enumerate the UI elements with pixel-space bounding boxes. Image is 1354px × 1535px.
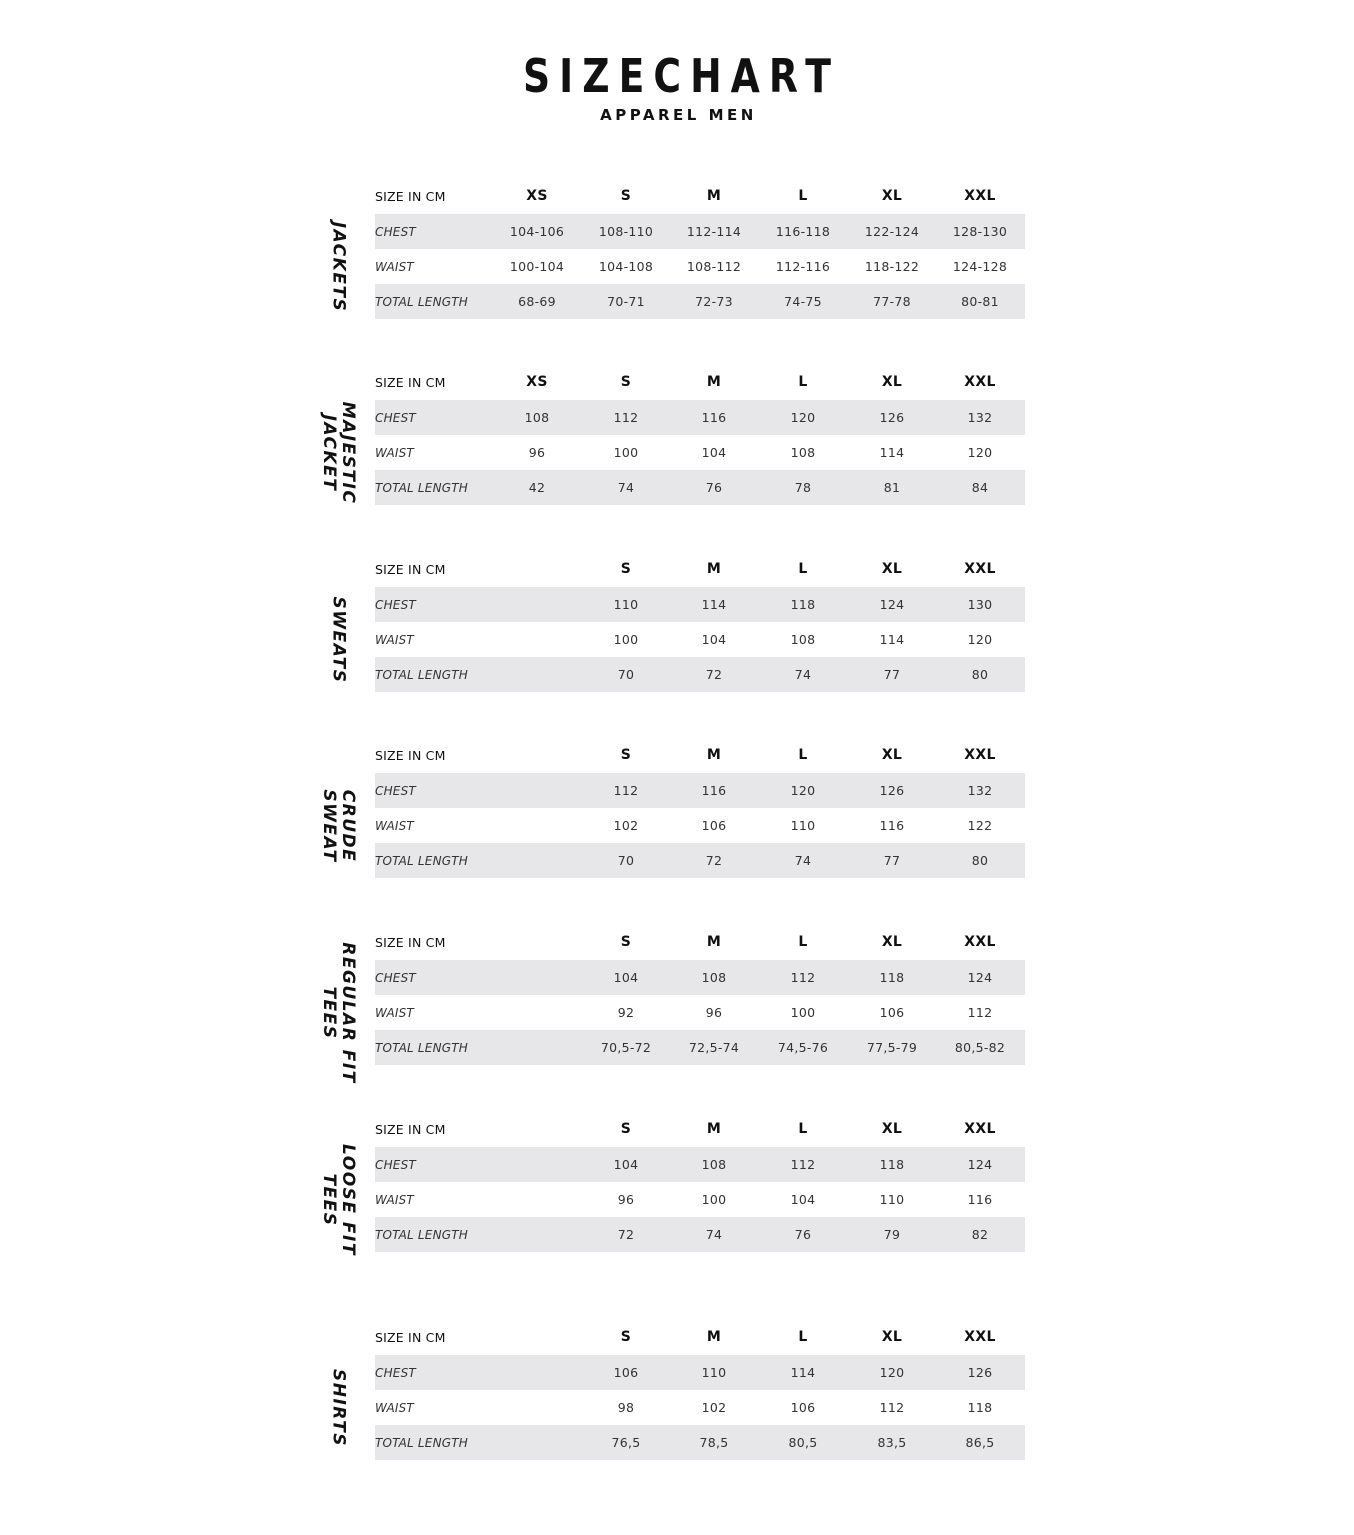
table-row (375, 1182, 1025, 1217)
size-header-cell: M (706, 747, 722, 763)
table-cell: 74 (794, 853, 812, 868)
size-header-cell: M (706, 934, 722, 950)
size-header-cell: M (706, 1121, 722, 1137)
table-cell: 104-106 (509, 224, 565, 239)
table-cell: 126 (967, 1365, 993, 1380)
row-label: CHEST (375, 224, 416, 239)
size-header-cell: XS (526, 188, 548, 204)
row-label: SIZE IN CM (375, 561, 446, 577)
table-cell: 100 (790, 1005, 816, 1020)
table-row (375, 960, 1025, 995)
table-cell: 72,5-74 (688, 1040, 740, 1055)
table-row (375, 470, 1025, 505)
table-cell: 114 (790, 1365, 816, 1380)
size-header-cell: XL (881, 1329, 903, 1345)
table-cell: 120 (967, 445, 993, 460)
table-cell: 124 (967, 970, 993, 985)
size-header-cell: M (706, 561, 722, 577)
table-cell: 122 (967, 818, 993, 833)
row-label: CHEST (375, 970, 416, 985)
table-cell: 120 (790, 410, 816, 425)
table-cell: 106 (879, 1005, 905, 1020)
table-cell: 114 (701, 597, 727, 612)
size-header-cell: S (620, 747, 632, 763)
table-row (375, 587, 1025, 622)
size-table (375, 364, 1025, 505)
table-cell: 83,5 (877, 1435, 907, 1450)
table-row (375, 400, 1025, 435)
table-cell: 104 (701, 445, 727, 460)
table-cell: 116-118 (775, 224, 831, 239)
size-section (300, 924, 1025, 1084)
size-table (375, 178, 1025, 319)
section-label-box (308, 1355, 368, 1461)
size-header-cell: L (798, 1329, 808, 1345)
table-row (375, 622, 1025, 657)
table-cell: 118 (879, 970, 905, 985)
table-cell: 112 (790, 970, 816, 985)
row-label: SIZE IN CM (375, 1121, 446, 1137)
row-label: WAIST (375, 632, 414, 647)
table-cell: 70 (617, 853, 635, 868)
table-cell: 84 (971, 480, 989, 495)
table-row (375, 808, 1025, 843)
size-header-cell: XXL (964, 1329, 996, 1345)
row-label: SIZE IN CM (375, 747, 446, 763)
row-label: TOTAL LENGTH (375, 1435, 469, 1450)
table-cell: 120 (967, 632, 993, 647)
table-cell: 126 (879, 410, 905, 425)
table-cell: 80 (971, 667, 989, 682)
size-header-cell: L (798, 188, 808, 204)
row-label: CHEST (375, 1157, 416, 1172)
table-row (375, 1390, 1025, 1425)
table-cell: 72 (617, 1227, 635, 1242)
table-cell: 124 (879, 597, 905, 612)
table-cell: 74 (794, 667, 812, 682)
table-cell: 124-128 (952, 259, 1008, 274)
size-header-cell: XL (881, 747, 903, 763)
table-cell: 82 (971, 1227, 989, 1242)
table-cell: 77,5-79 (866, 1040, 918, 1055)
table-cell: 108 (790, 445, 816, 460)
row-label: TOTAL LENGTH (375, 480, 469, 495)
table-cell: 122-124 (864, 224, 920, 239)
table-cell: 102 (613, 818, 639, 833)
size-header-cell: XXL (964, 747, 996, 763)
row-label: TOTAL LENGTH (375, 294, 469, 309)
section-name: LOOSE FIT TEES (319, 1144, 358, 1256)
row-label: SIZE IN CM (375, 374, 446, 390)
table-cell: 96 (617, 1192, 635, 1207)
table-cell: 102 (701, 1400, 727, 1415)
row-label: CHEST (375, 410, 416, 425)
table-cell: 106 (790, 1400, 816, 1415)
table-header-row (375, 924, 1025, 960)
size-table (375, 924, 1025, 1065)
table-cell: 110 (790, 818, 816, 833)
table-row (375, 249, 1025, 284)
row-label: TOTAL LENGTH (375, 1227, 469, 1242)
size-section (300, 178, 1025, 324)
size-header-cell: L (798, 374, 808, 390)
table-header-row (375, 737, 1025, 773)
table-cell: 104-108 (598, 259, 654, 274)
table-cell: 81 (883, 480, 901, 495)
table-cell: 126 (879, 783, 905, 798)
section-name: REGULAR FIT TEES (319, 942, 358, 1084)
table-cell: 72 (705, 667, 723, 682)
row-label: SIZE IN CM (375, 1329, 446, 1345)
row-label: WAIST (375, 1400, 414, 1415)
table-cell: 68-69 (518, 294, 556, 309)
table-cell: 92 (617, 1005, 635, 1020)
row-label: SIZE IN CM (375, 934, 446, 950)
size-header-cell: M (706, 374, 722, 390)
table-cell: 42 (528, 480, 546, 495)
section-name: JACKETS (328, 221, 349, 313)
row-label: TOTAL LENGTH (375, 667, 469, 682)
table-cell: 86,5 (965, 1435, 995, 1450)
size-section (300, 1319, 1025, 1465)
size-header-cell: S (620, 1121, 632, 1137)
table-cell: 108-112 (686, 259, 742, 274)
table-cell: 80,5-82 (954, 1040, 1006, 1055)
size-section (300, 364, 1025, 510)
size-header-cell: XXL (964, 374, 996, 390)
table-cell: 112 (790, 1157, 816, 1172)
table-cell: 70,5-72 (600, 1040, 652, 1055)
table-row (375, 843, 1025, 878)
table-cell: 110 (701, 1365, 727, 1380)
size-header-cell: XXL (964, 1121, 996, 1137)
size-header-cell: S (620, 1329, 632, 1345)
size-header-cell: M (706, 1329, 722, 1345)
section-label-box (308, 942, 368, 1084)
table-cell: 118 (967, 1400, 993, 1415)
table-row (375, 284, 1025, 319)
table-cell: 110 (613, 597, 639, 612)
size-header-cell: L (798, 747, 808, 763)
table-cell: 96 (705, 1005, 723, 1020)
table-cell: 112 (613, 783, 639, 798)
table-cell: 114 (879, 445, 905, 460)
table-cell: 100 (701, 1192, 727, 1207)
table-cell: 132 (967, 410, 993, 425)
section-label-box (308, 400, 368, 506)
table-cell: 72 (705, 853, 723, 868)
table-cell: 118 (879, 1157, 905, 1172)
table-header-row (375, 364, 1025, 400)
table-cell: 130 (967, 597, 993, 612)
row-label: SIZE IN CM (375, 188, 446, 204)
size-header-cell: XS (526, 374, 548, 390)
size-table (375, 551, 1025, 692)
size-header-cell: XXL (964, 188, 996, 204)
table-cell: 104 (701, 632, 727, 647)
section-label-box (308, 773, 368, 879)
table-header-row (375, 178, 1025, 214)
table-row (375, 1355, 1025, 1390)
size-header-cell: XL (881, 934, 903, 950)
section-label-box (308, 1144, 368, 1256)
table-cell: 118 (790, 597, 816, 612)
section-name: SHIRTS (328, 1369, 349, 1447)
size-section (300, 551, 1025, 697)
table-cell: 78 (794, 480, 812, 495)
row-label: CHEST (375, 1365, 416, 1380)
table-row (375, 773, 1025, 808)
size-header-cell: S (620, 934, 632, 950)
table-header-row (375, 1319, 1025, 1355)
size-header-cell: XXL (964, 934, 996, 950)
size-header-cell: S (620, 561, 632, 577)
row-label: WAIST (375, 259, 414, 274)
size-header-cell: S (620, 374, 632, 390)
row-label: WAIST (375, 1005, 414, 1020)
table-cell: 106 (701, 818, 727, 833)
table-cell: 112 (967, 1005, 993, 1020)
section-name: CRUDE SWEAT (319, 789, 358, 863)
table-row (375, 995, 1025, 1030)
table-cell: 70 (617, 667, 635, 682)
table-cell: 96 (528, 445, 546, 460)
table-cell: 128-130 (952, 224, 1008, 239)
row-label: WAIST (375, 818, 414, 833)
size-header-cell: XL (881, 561, 903, 577)
table-cell: 104 (613, 970, 639, 985)
table-cell: 110 (879, 1192, 905, 1207)
size-table (375, 1319, 1025, 1460)
size-header-cell: L (798, 934, 808, 950)
table-cell: 80 (971, 853, 989, 868)
table-cell: 80,5 (788, 1435, 818, 1450)
table-cell: 77-78 (873, 294, 911, 309)
table-cell: 112 (613, 410, 639, 425)
size-header-cell: XL (881, 374, 903, 390)
table-cell: 108 (790, 632, 816, 647)
table-cell: 116 (701, 410, 727, 425)
table-header-row (375, 1111, 1025, 1147)
row-label: TOTAL LENGTH (375, 1040, 469, 1055)
table-cell: 100 (613, 632, 639, 647)
table-cell: 108 (524, 410, 550, 425)
table-cell: 74 (617, 480, 635, 495)
table-cell: 104 (790, 1192, 816, 1207)
table-cell: 76,5 (611, 1435, 641, 1450)
table-cell: 124 (967, 1157, 993, 1172)
table-cell: 78,5 (699, 1435, 729, 1450)
row-label: TOTAL LENGTH (375, 853, 469, 868)
size-table (375, 737, 1025, 878)
table-cell: 120 (879, 1365, 905, 1380)
table-cell: 80-81 (961, 294, 999, 309)
table-cell: 112-116 (775, 259, 831, 274)
table-row (375, 214, 1025, 249)
table-cell: 100 (613, 445, 639, 460)
row-label: WAIST (375, 1192, 414, 1207)
size-section (300, 1111, 1025, 1257)
table-row (375, 657, 1025, 692)
table-cell: 74-75 (784, 294, 822, 309)
table-cell: 116 (967, 1192, 993, 1207)
table-cell: 106 (613, 1365, 639, 1380)
table-cell: 108 (701, 970, 727, 985)
row-label: CHEST (375, 783, 416, 798)
table-cell: 70-71 (607, 294, 645, 309)
size-header-cell: XL (881, 188, 903, 204)
section-label-box (308, 214, 368, 320)
page-title: SIZECHART (522, 49, 841, 103)
table-row (375, 1425, 1025, 1460)
table-cell: 74 (705, 1227, 723, 1242)
table-cell: 104 (613, 1157, 639, 1172)
table-row (375, 1030, 1025, 1065)
table-cell: 79 (883, 1227, 901, 1242)
size-header-cell: L (798, 561, 808, 577)
table-row (375, 435, 1025, 470)
table-row (375, 1147, 1025, 1182)
table-row (375, 1217, 1025, 1252)
row-label: CHEST (375, 597, 416, 612)
table-cell: 112 (879, 1400, 905, 1415)
size-table (375, 1111, 1025, 1252)
table-cell: 112-114 (686, 224, 742, 239)
table-cell: 108 (701, 1157, 727, 1172)
table-cell: 76 (705, 480, 723, 495)
table-cell: 77 (883, 853, 901, 868)
table-cell: 132 (967, 783, 993, 798)
table-cell: 116 (879, 818, 905, 833)
section-name: SWEATS (328, 596, 349, 684)
table-cell: 120 (790, 783, 816, 798)
size-header-cell: XXL (964, 561, 996, 577)
page-subtitle: APPAREL MEN (600, 106, 757, 124)
section-label-box (308, 587, 368, 693)
table-header-row (375, 551, 1025, 587)
size-header-cell: S (620, 188, 632, 204)
table-cell: 74,5-76 (777, 1040, 829, 1055)
row-label: WAIST (375, 445, 414, 460)
table-cell: 118-122 (864, 259, 920, 274)
section-name: MAJESTIC JACKET (319, 401, 358, 505)
table-cell: 100-104 (509, 259, 565, 274)
table-cell: 116 (701, 783, 727, 798)
size-header-cell: M (706, 188, 722, 204)
table-cell: 98 (617, 1400, 635, 1415)
size-header-cell: L (798, 1121, 808, 1137)
size-header-cell: XL (881, 1121, 903, 1137)
table-cell: 76 (794, 1227, 812, 1242)
table-cell: 114 (879, 632, 905, 647)
table-cell: 72-73 (695, 294, 733, 309)
table-cell: 77 (883, 667, 901, 682)
table-cell: 108-110 (598, 224, 654, 239)
size-section (300, 737, 1025, 883)
